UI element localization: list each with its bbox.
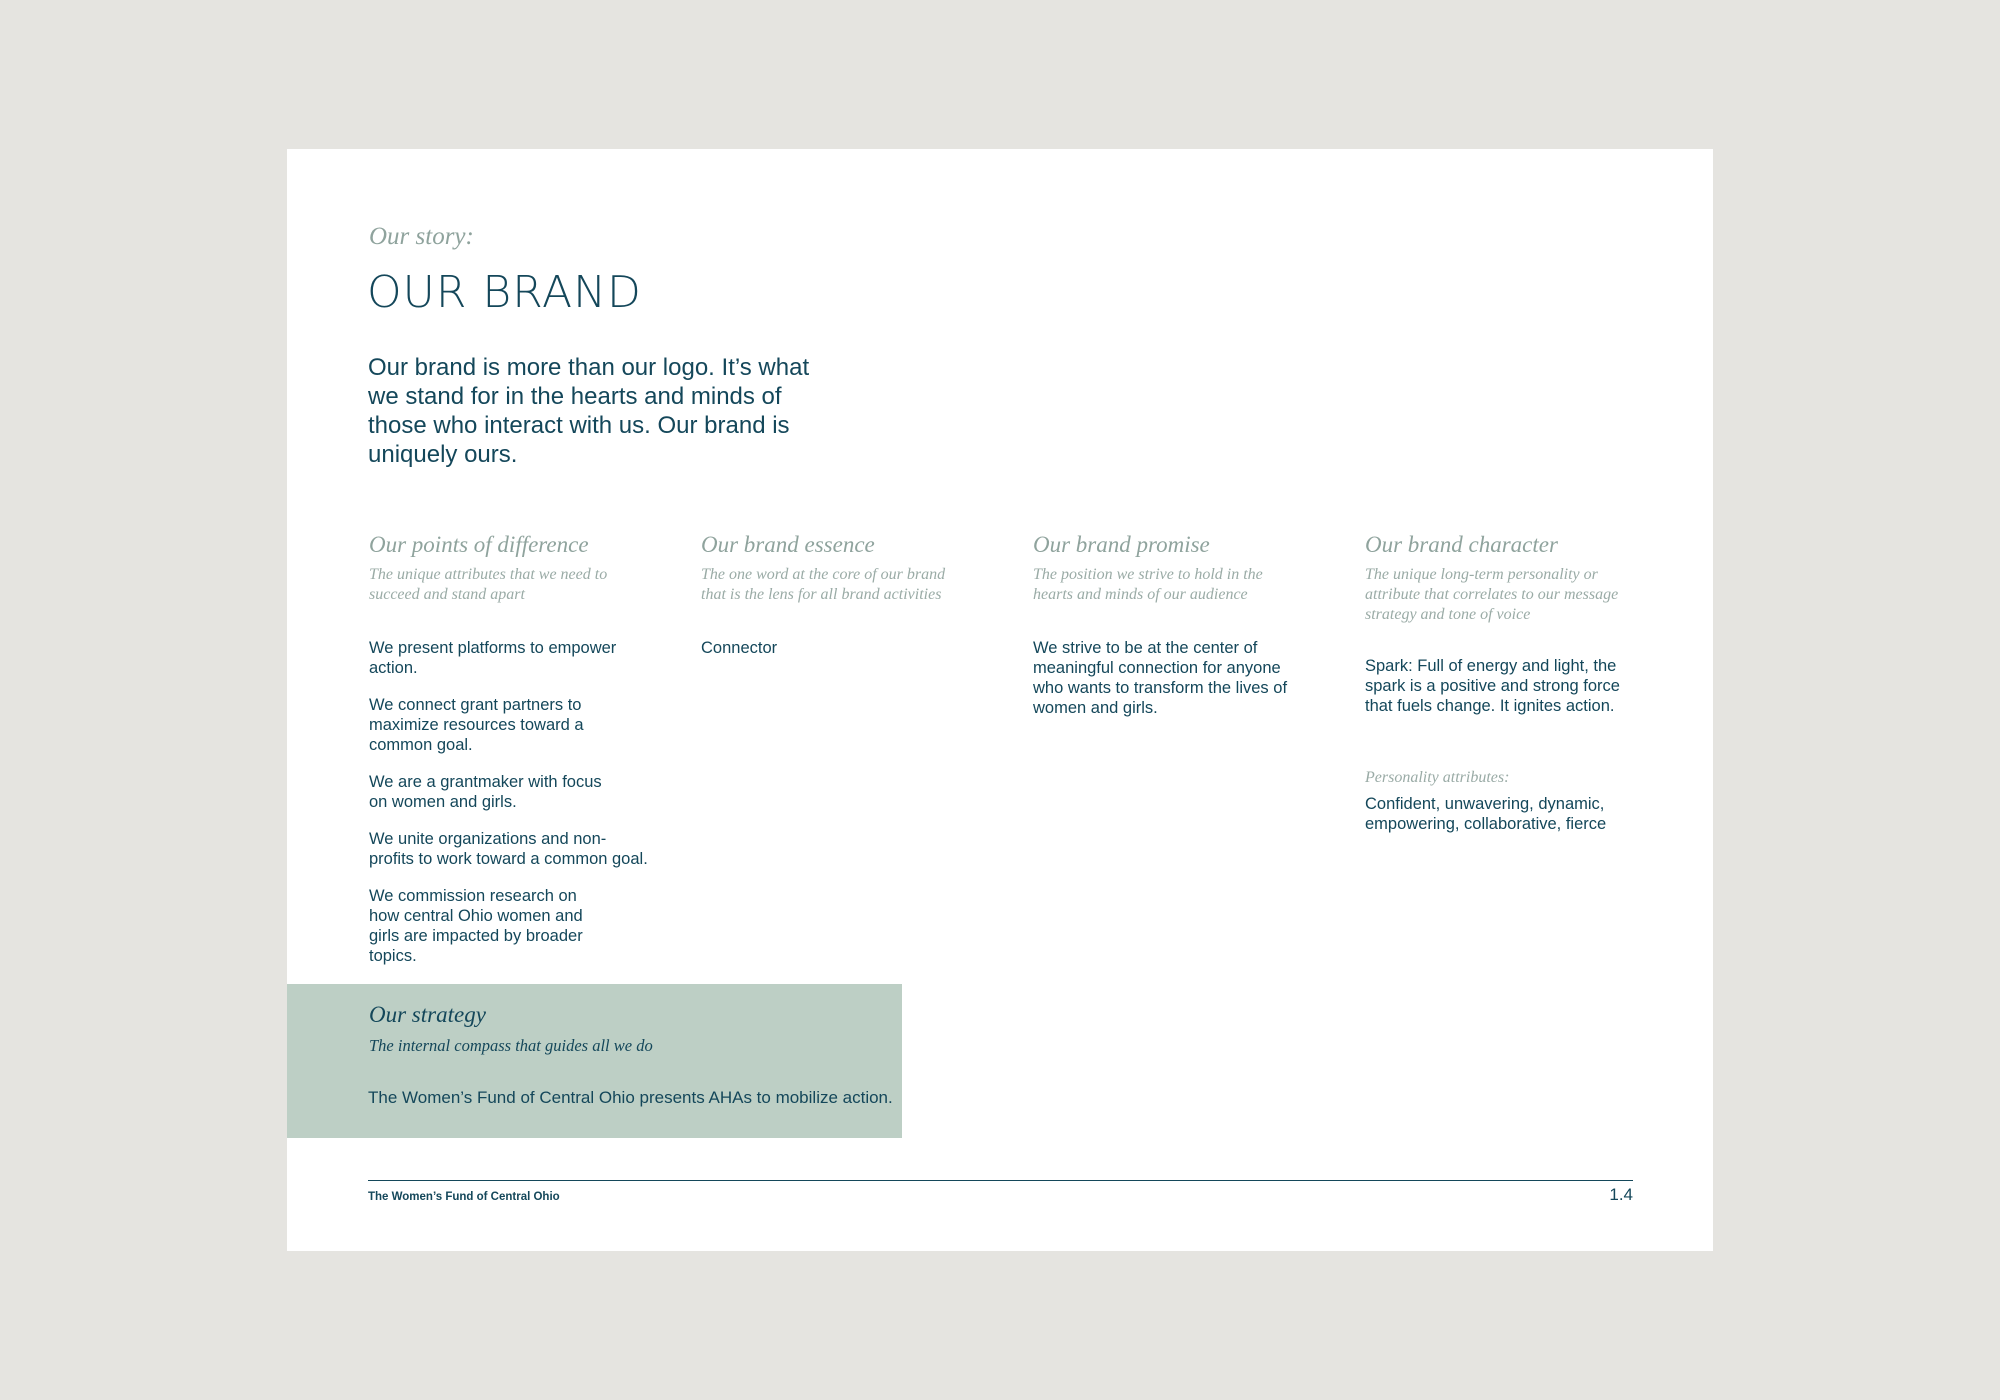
footer-organization: The Women’s Fund of Central Ohio [368,1191,560,1203]
list-item: We are a grantmaker with focus on women and girls. [369,773,602,811]
personality-attributes-label: Personality attributes: [1365,769,1510,786]
page-number: 1.4 [1609,1185,1633,1204]
brand-character-subheading: The unique long-term personality or attribute that correlates to our message strategy and tone of voice [1365,566,1619,623]
points-of-difference-list [369,638,649,966]
brand-promise-statement: We strive to be at the center of meaningful connection for anyone who wants to transform the lives of women and girls. [1033,639,1288,717]
strategy-heading: Our strategy [369,1002,486,1027]
brand-character-column [1365,531,1655,834]
points-of-difference-column [369,531,659,983]
list-item: We present platforms to empower action. [369,639,617,677]
strategy-statement: The Women’s Fund of Central Ohio presents AHAs to mobilize action. [368,1088,893,1107]
brand-essence-heading: Our brand essence [701,532,875,557]
footer-divider [368,1180,1633,1181]
list-item: We commission research on how central Ohio women and girls are impacted by broader topics. [369,887,583,965]
brand-character-heading: Our brand character [1365,532,1558,557]
brand-essence-subheading: The one word at the core of our brand that is the lens for all brand activities [701,566,946,603]
points-of-difference-heading: Our points of difference [369,532,589,557]
list-item: We unite organizations and non-profits to work toward a common goal. [369,830,648,868]
brand-promise-subheading: The position we strive to hold in the hearts and minds of our audience [1033,566,1263,603]
section-kicker: Our story: [369,223,474,250]
brand-character-statement: Spark: Full of energy and light, the spark is a positive and strong force that fuels change. It ignites action. [1365,657,1620,715]
brand-essence-column [701,531,991,658]
page-title: OUR BRAND [367,267,642,318]
points-of-difference-subheading: The unique attributes that we need to succeed and stand apart [369,566,608,603]
strategy-panel [287,984,902,1138]
strategy-subheading: The internal compass that guides all we do [369,1036,653,1055]
brand-promise-heading: Our brand promise [1033,532,1210,557]
brand-essence-word: Connector [701,639,778,657]
brand-promise-column [1033,531,1323,718]
intro-paragraph: Our brand is more than our logo. It’s what we stand for in the hearts and minds of those who interact with us. Our brand is uniquely ours. [368,354,810,468]
personality-attributes: Confident, unwavering, dynamic, empowering, collaborative, fierce [1365,795,1607,833]
brand-page [287,149,1713,1251]
list-item: We connect grant partners to maximize resources toward a common goal. [369,696,584,754]
